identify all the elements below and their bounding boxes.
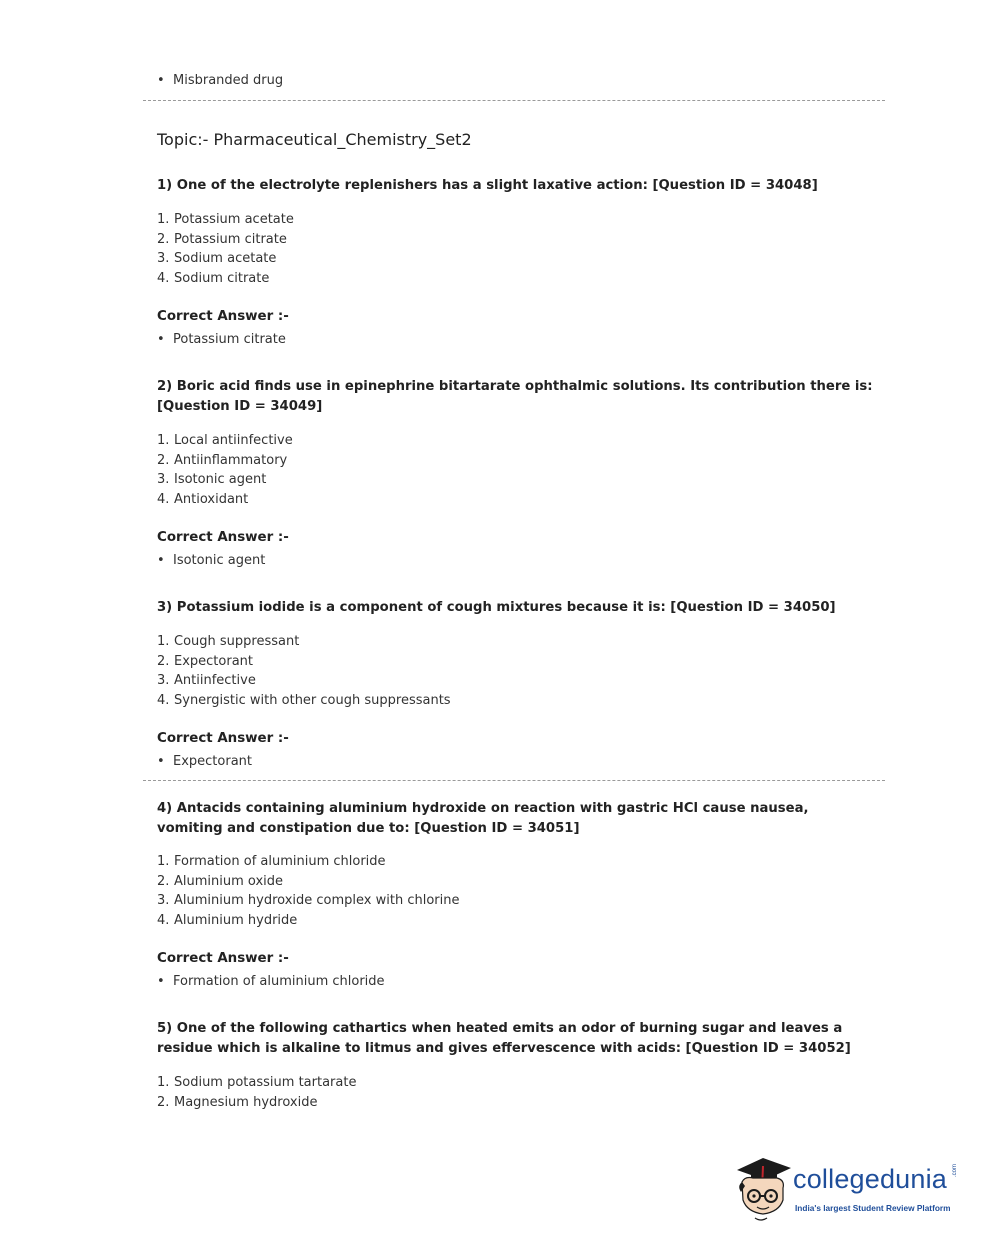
question-3: 3) Potassium iodide is a component of cough mixtures because it is: [Question ID = 34050] — [157, 600, 836, 615]
option: 2. Potassium citrate — [157, 231, 287, 247]
option: 4. Synergistic with other cough suppressants — [157, 693, 451, 709]
option: 1. Cough suppressant — [157, 634, 300, 649]
bullet-dot: • — [157, 974, 165, 989]
option: 1. Potassium acetate — [157, 212, 294, 227]
question-4-options — [157, 852, 459, 931]
option: 2. Antiinflammatory — [157, 452, 288, 468]
logo-com: .com — [952, 1163, 958, 1177]
option: 1. Local antiinfective — [157, 433, 293, 448]
option: 4. Aluminium hydride — [157, 913, 298, 929]
mascot-icon — [733, 1152, 795, 1222]
correct-answer-label: Correct Answer :- — [157, 731, 289, 746]
option: 4. Antioxidant — [157, 492, 249, 508]
option: 2. Magnesium hydroxide — [157, 1094, 318, 1110]
question-1: 1) One of the electrolyte replenishers has a slight laxative action: [Question ID = 34048] — [157, 178, 818, 193]
option: 1. Sodium potassium tartarate — [157, 1075, 357, 1090]
bullet-dot: • — [157, 553, 165, 568]
option: 4. Sodium citrate — [157, 271, 270, 287]
option: 2. Expectorant — [157, 653, 254, 669]
correct-answer-label: Correct Answer :- — [157, 309, 289, 324]
option: 3. Aluminium hydroxide complex with chlorine — [157, 893, 460, 909]
section-divider — [143, 100, 885, 101]
question-5: 5) One of the following cathartics when heated emits an odor of burning sugar and leaves a residue which is alkaline to litmus and gives effervescence with acids: [Question ID = 34052] — [157, 1021, 851, 1056]
question-3-options — [157, 632, 451, 711]
correct-answer-4: • Formation of aluminium chloride — [157, 974, 385, 989]
correct-answer-2: • Isotonic agent — [157, 553, 266, 568]
question-5-options — [157, 1073, 356, 1112]
correct-answer-3: • Expectorant — [157, 754, 253, 769]
bullet-dot: • — [157, 73, 165, 88]
bullet-text: Misbranded drug — [173, 73, 284, 88]
collegedunia-logo — [733, 1152, 963, 1222]
top-bullet-item — [157, 72, 283, 90]
section-divider — [143, 780, 885, 781]
option: 2. Aluminium oxide — [157, 873, 284, 889]
option: 3. Antiinfective — [157, 673, 256, 689]
option: 3. Sodium acetate — [157, 251, 277, 267]
correct-answer-label: Correct Answer :- — [157, 951, 289, 966]
question-1-options — [157, 210, 294, 289]
correct-answer-1: • Potassium citrate — [157, 332, 286, 347]
logo-wordmark: collegedunia — [793, 1164, 948, 1194]
topic-heading: Topic:- Pharmaceutical_Chemistry_Set2 — [157, 130, 472, 149]
bullet-dot: • — [157, 754, 165, 769]
logo-tagline: India's largest Student Review Platform — [795, 1203, 951, 1213]
question-4: 4) Antacids containing aluminium hydroxide on reaction with gastric HCl cause nausea, vomiting and constipation due to: [Question ID = 34051] — [157, 801, 809, 836]
question-2: 2) Boric acid finds use in epinephrine bitartarate ophthalmic solutions. Its contribution there is: [Question ID = 34049] — [157, 379, 873, 414]
question-2-options — [157, 431, 293, 510]
correct-answer-label: Correct Answer :- — [157, 530, 289, 545]
option: 3. Isotonic agent — [157, 472, 267, 488]
option: 1. Formation of aluminium chloride — [157, 854, 386, 869]
bullet-dot: • — [157, 332, 165, 347]
